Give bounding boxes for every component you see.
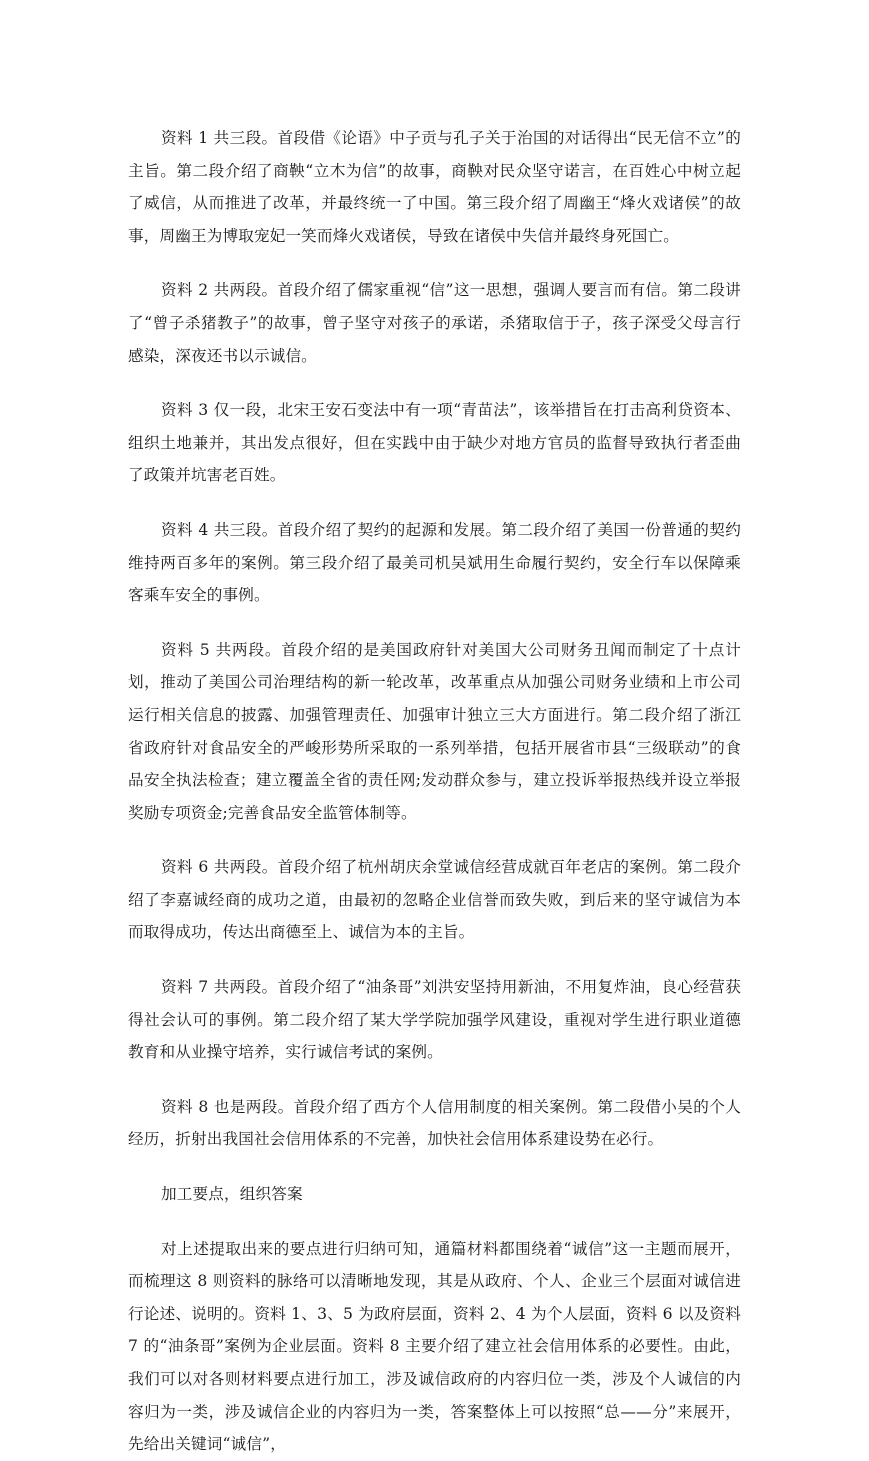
paragraph-material-8: 资料 8 也是两段。首段介绍了西方个人信用制度的相关案例。第二段借小吴的个人经历，折射出我国社会信用体系的不完善，加快社会信用体系建设势在必行。 [128,1097,741,1149]
paragraph-material-1: 资料 1 共三段。首段借《论语》中子贡与孔子关于治国的对话得出“民无信不立”的主旨。第二段介绍了商鞅“立木为信”的故事，商鞅对民众坚守诺言，在百姓心中树立起了威信，从而推进了改革，并最终统一了中国。第三段介绍了周幽王“烽火戏诸侯”的故事，周幽王为博取宠妃一笑而烽火戏诸侯，导致在诸侯中失信并最终身死国亡。 [128,129,741,245]
paragraph-material-6: 资料 6 共两段。首段介绍了杭州胡庆余堂诚信经营成就百年老店的案例。第二段介绍了李嘉诚经商的成功之道，由最初的忽略企业信誉而致失败，到后来的坚守诚信为本而取得成功，传达出商德至上、诚信为本的主旨。 [128,858,741,942]
paragraph-material-7: 资料 7 共两段。首段介绍了“油条哥”刘洪安坚持用新油，不用复炸油，良心经营获得社会认可的事例。第二段介绍了某大学学院加强学风建设，重视对学生进行职业道德教育和从业操守培养，实行诚信考试的案例。 [128,978,741,1062]
paragraph-summary: 对上述提取出来的要点进行归纳可知，通篇材料都围绕着“诚信”这一主题而展开，而梳理这 8 则资料的脉络可以清晰地发现，其是从政府、个人、企业三个层面对诚信进行论述、说明的。资料 1、3、5 为政府层面，资料 2、4 为个人层面，资料 6 以及资料 7 的“油条哥”案例为企业层面。资料 8 主要介绍了建立社会信用体系的必要性。由此，我们可以对各则材料要点进行加工，涉及诚信政府的内容归位一类，涉及个人诚信的内容归为一类，涉及诚信企业的内容归为一类，答案整体上可以按照“总——分”来展开，先给出关键词“诚信”， [128,1239,741,1454]
paragraph-material-5: 资料 5 共两段。首段介绍的是美国政府针对美国大公司财务丑闻而制定了十点计划，推动了美国公司治理结构的新一轮改革，改革重点从加强公司财务业绩和上市公司运行相关信息的披露、加强管理责任、加强审计独立三大方面进行。第二段介绍了浙江省政府针对食品安全的严峻形势所采取的一系列举措，包括开展省市县“三级联动”的食品安全执法检查；建立覆盖全省的责任网;发动群众参与，建立投诉举报热线并设立举报奖励专项资金;完善食品安全监管体制等。 [128,640,741,822]
section-heading: 加工要点，组织答案 [161,1185,303,1204]
paragraph-material-3: 资料 3 仅一段，北宋王安石变法中有一项“青苗法”，该举措旨在打击高利贷资本、组织土地兼并，其出发点很好，但在实践中由于缺少对地方官员的监督导致执行者歪曲了政策并坑害老百姓。 [128,401,741,485]
paragraph-material-4: 资料 4 共三段。首段介绍了契约的起源和发展。第二段介绍了美国一份普通的契约维持两百多年的案例。第三段介绍了最美司机吴斌用生命履行契约，安全行车以保障乘客乘车安全的事例。 [128,520,741,605]
paragraph-material-2: 资料 2 共两段。首段介绍了儒家重视“信”这一思想，强调人要言而有信。第二段讲了“曾子杀猪教子”的故事，曾子坚守对孩子的承诺，杀猪取信于子，孩子深受父母言行感染，深夜还书以示诚信。 [128,281,741,365]
